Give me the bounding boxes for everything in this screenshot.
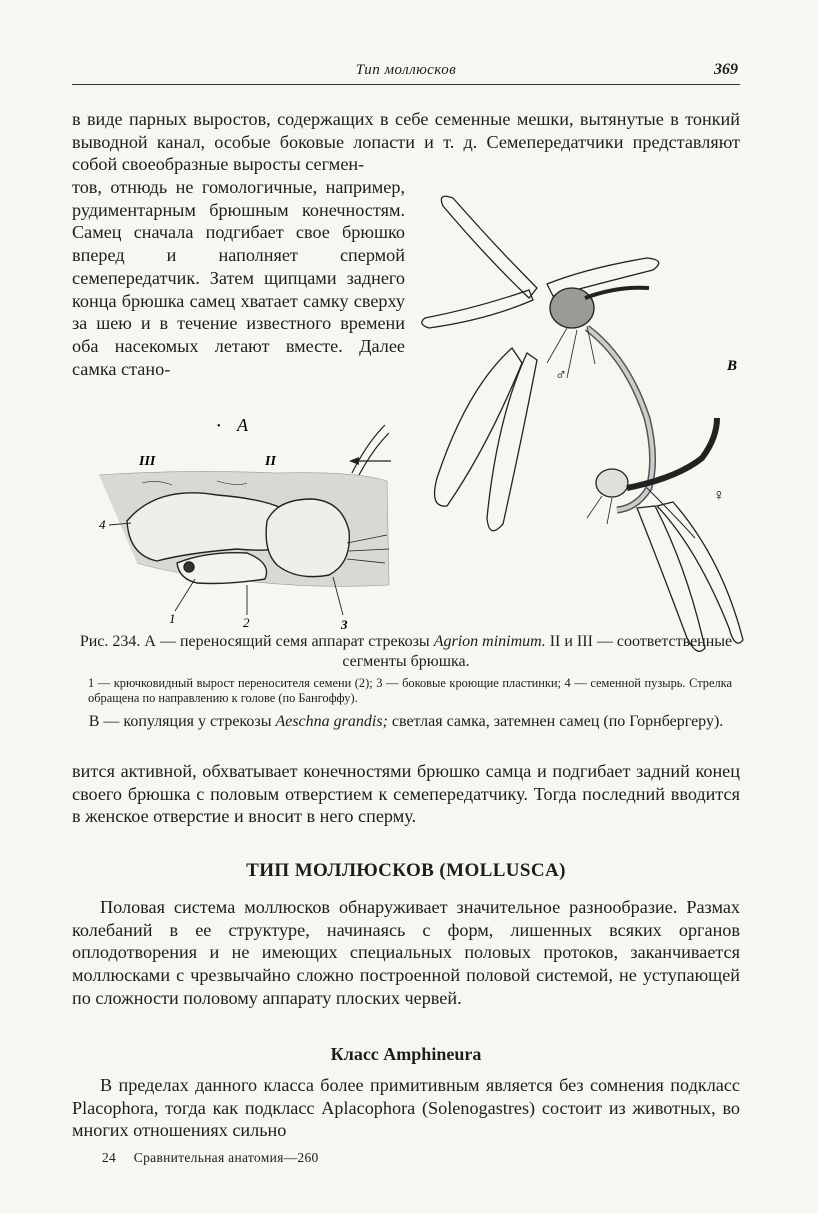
book-page	[72, 58, 740, 1165]
caption-prefix: Рис. 234.	[79, 633, 141, 650]
label-4: 4	[99, 517, 106, 532]
male-symbol: ♂	[555, 367, 567, 384]
class-paragraph: В пределах данного класса более примитивным является без сомнения подкласс Placophora, тогда как подкласс Aplacophora (Solenogastres) состоит из животных, во многих отношениях сильно	[72, 1075, 740, 1141]
head-direction-arrow	[349, 457, 391, 465]
panel-a-dot: •	[217, 421, 221, 432]
caption-b	[72, 712, 740, 732]
caption-main	[72, 632, 740, 672]
figure-caption	[72, 632, 740, 732]
caption-species-b: Aeschna grandis;	[275, 713, 388, 730]
footer-signature-number: 24	[102, 1150, 117, 1165]
leader-line-1	[175, 579, 195, 611]
label-2: 2	[243, 615, 250, 630]
caption-a-text: А — переносящий семя аппарат стрекозы	[144, 633, 430, 650]
label-3: 3	[341, 617, 348, 632]
running-header	[72, 58, 740, 85]
top-paragraph: в виде парных выростов, содержащих в себе семенные мешки, вытянутые в тонкий выводной канал, особые боковые лопасти и т. д. Семепередатчики представляют собой своеобразные выросты сегмен-	[72, 109, 740, 175]
figure-panel-b	[417, 188, 747, 668]
section-heading: ТИП МОЛЛЮСКОВ (MOLLUSCA)	[246, 860, 566, 881]
mollusca-paragraph: Половая система моллюсков обнаруживает значительное разнообразие. Размах колебаний в ее структуре, начинаясь с форм, лишенных всяких органов оплодотворения и не имеющих специальных половых протоков, заканчивается моллюсками с чрезвычайно сложно построенной половой системой, не уступающей по сложности половому аппарату плоских червей.	[72, 897, 740, 1008]
copulatory-apparatus-drawing	[99, 425, 389, 586]
after-figure-paragraph: вится активной, обхватывает конечностями брюшко самца и подгибает задний конец своего брюшка с половым отверстием к семепередатчику. Тогда последний вводится в женское отверстие и вносит в него сперму.	[72, 761, 740, 827]
caption-b-rest: светлая самка, затемнен самец (по Горнбергеру).	[391, 713, 724, 730]
figure-panel-a	[97, 403, 397, 633]
running-title: Тип моллюсков	[355, 62, 457, 78]
caption-a-rest: II и III — соответственные сегменты брюшка.	[342, 633, 733, 670]
class-heading: Класс Amphineura	[330, 1044, 482, 1064]
caption-species-a: Agrion minimum.	[433, 633, 546, 650]
panel-b-letter: В	[727, 358, 738, 374]
narrow-paragraph: тов, отнюдь не гомологичные, например, рудиментарным брюшным конечностям. Самец сначала подгибает свое брюшко вперед и наполняет спермой семепередатчик. Затем щипцами заднего конца брюшка самец хватает самку сверху за шею и в течение известного времени оба насекомых летают вместе. Далее самка стано-	[72, 177, 405, 379]
segment-label-iii: III	[139, 454, 156, 469]
segment-label-ii: II	[265, 454, 276, 469]
panel-a-letter: А	[237, 415, 248, 435]
page-number: 369	[714, 61, 738, 78]
caption-legend: 1 — крючковидный вырост переносителя семени (2); 3 — боковые кроющие пластинки; 4 — семенной пузырь. Стрелка обращена по направлению к голове (по Бангоффу).	[88, 676, 732, 705]
dragonfly-copulation-drawing	[422, 196, 743, 651]
page-footer	[102, 1150, 319, 1166]
caption-b-text: В — копуляция у стрекозы	[88, 713, 272, 730]
female-symbol: ♀	[713, 487, 725, 504]
label-1: 1	[169, 611, 176, 626]
footer-text: Сравнительная анатомия—260	[133, 1150, 319, 1165]
